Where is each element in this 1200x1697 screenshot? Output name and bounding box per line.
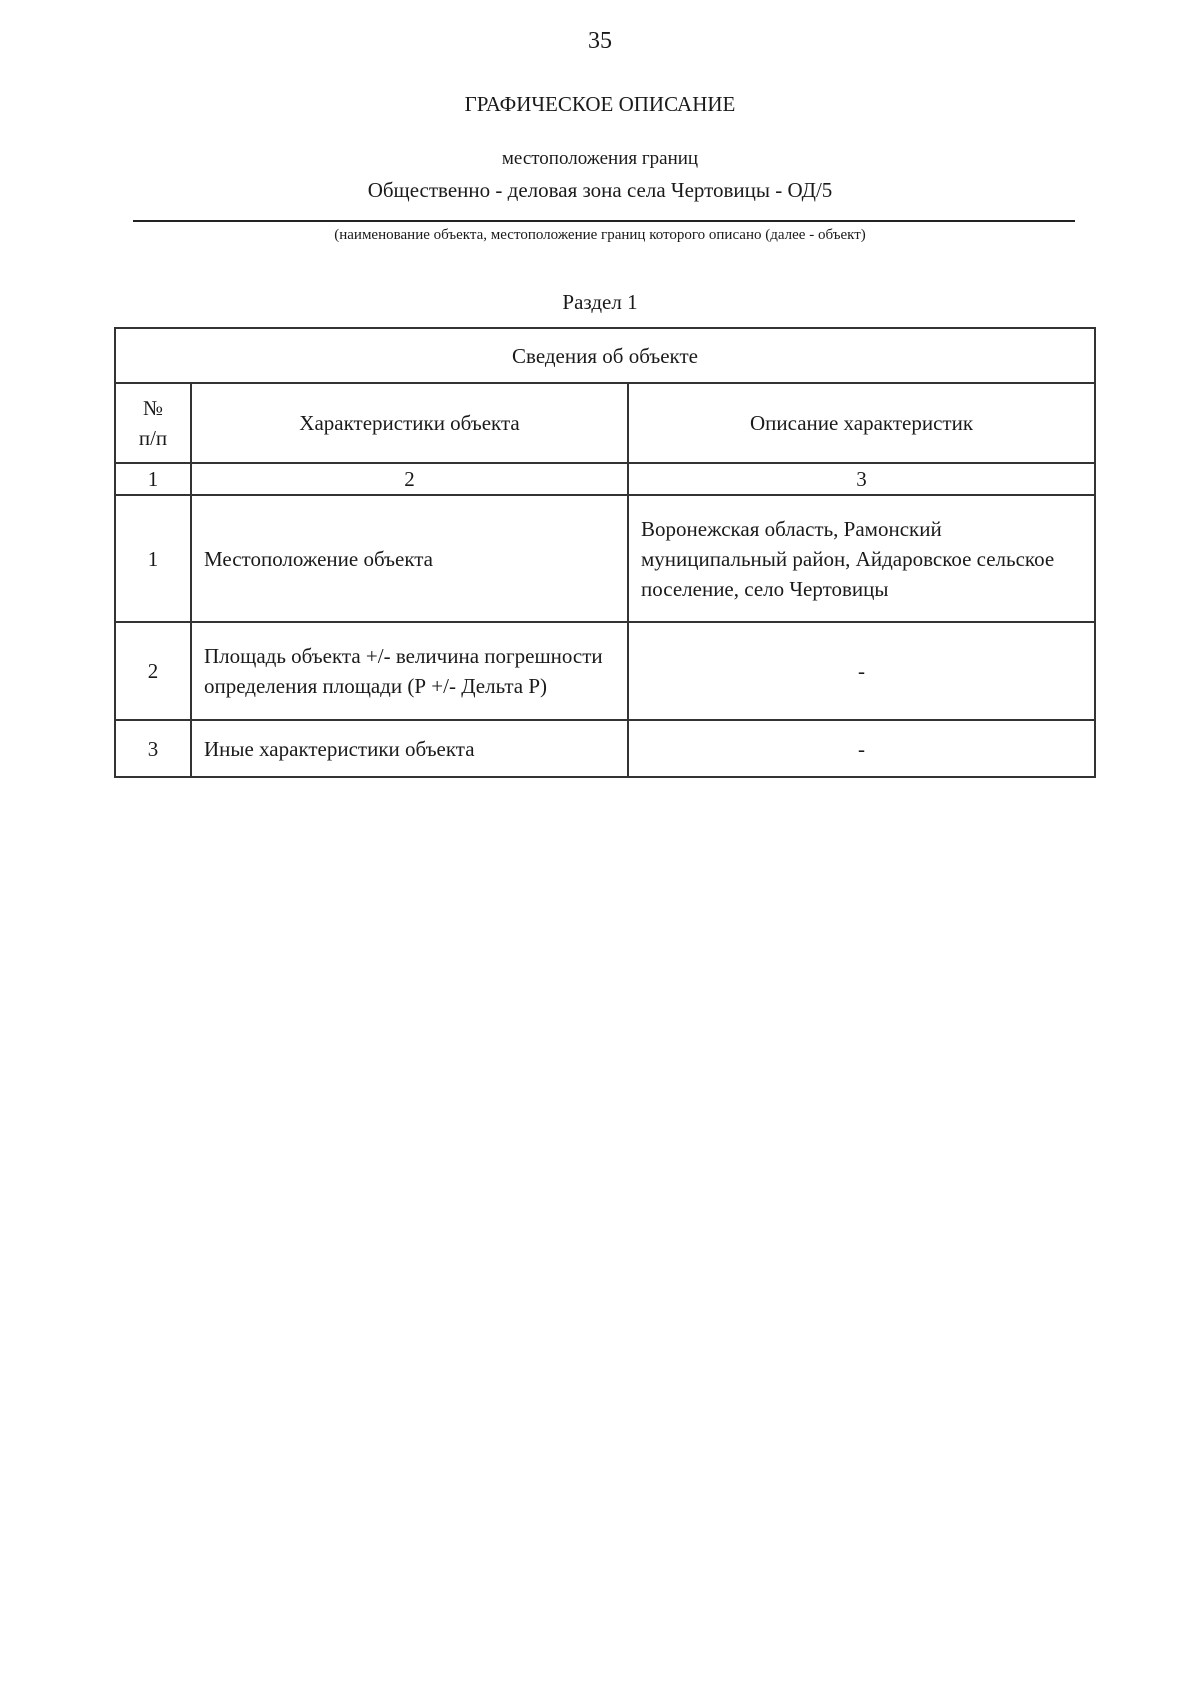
table-row xyxy=(115,495,1095,622)
row-description: - xyxy=(628,720,1095,777)
document-subtitle-boundaries: местоположения границ xyxy=(501,148,699,169)
header-number-abbr: п/п xyxy=(138,426,168,450)
table-index-row xyxy=(115,463,1095,495)
row-number: 1 xyxy=(115,495,191,622)
table-header-row xyxy=(115,383,1095,463)
document-title: ГРАФИЧЕСКОЕ ОПИСАНИЕ xyxy=(464,92,736,116)
row-number: 2 xyxy=(115,622,191,720)
row-description: - xyxy=(628,622,1095,720)
header-number-sign: № xyxy=(142,396,164,420)
document-subtitle-object-name: Общественно - деловая зона села Чертовицы - ОД/5 xyxy=(367,178,833,202)
row-characteristic: Площадь объекта +/- величина погрешности определения площади (Р +/- Дельта Р) xyxy=(191,622,628,720)
object-name-caption: (наименование объекта, местоположение границ которого описано (далее - объект) xyxy=(334,227,866,243)
table-row xyxy=(115,622,1095,720)
title-underline xyxy=(133,220,1075,222)
section-label: Раздел 1 xyxy=(562,290,638,314)
index-cell-1: 1 xyxy=(115,463,191,495)
page-number: 35 xyxy=(588,28,612,54)
table-row xyxy=(115,720,1095,777)
row-characteristic: Местоположение объекта xyxy=(191,495,628,622)
header-number-cell xyxy=(115,383,191,463)
index-cell-2: 2 xyxy=(191,463,628,495)
header-characteristic: Характеристики объекта xyxy=(191,383,628,463)
row-description: Воронежская область, Рамонский муниципальный район, Айдаровское сельское поселение, село Чертовицы xyxy=(628,495,1095,622)
row-number: 3 xyxy=(115,720,191,777)
header-description: Описание характеристик xyxy=(628,383,1095,463)
index-cell-3: 3 xyxy=(628,463,1095,495)
table-caption-row xyxy=(115,328,1095,383)
table-caption: Сведения об объекте xyxy=(115,328,1095,383)
row-characteristic: Иные характеристики объекта xyxy=(191,720,628,777)
object-info-table xyxy=(114,327,1096,778)
